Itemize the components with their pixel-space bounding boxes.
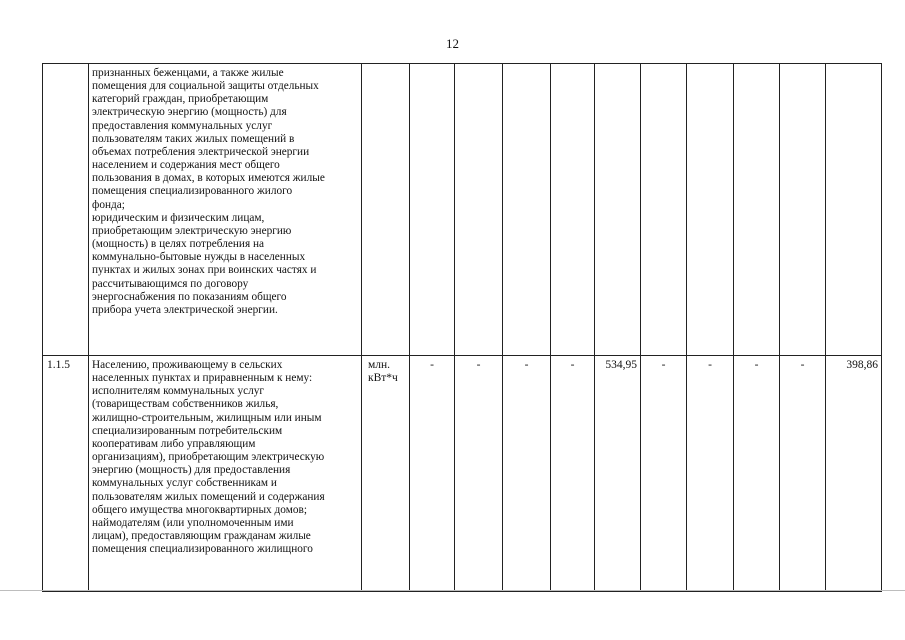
description-line: специализированным потребительским — [92, 424, 283, 437]
value-cell: 534,95 — [595, 356, 641, 592]
unit-cell — [362, 356, 410, 592]
description-line: энергоснабжения по показаниям общего — [92, 290, 287, 303]
unit-line: млн. — [368, 359, 391, 371]
description-line: кооперативам либо управляющим — [92, 437, 256, 450]
value-cell — [687, 64, 734, 356]
value-cell — [780, 64, 826, 356]
description-line: рассчитывающимся по договору — [92, 277, 249, 290]
value-cell — [503, 64, 551, 356]
value-cell: - — [410, 356, 455, 592]
value-cell — [551, 64, 595, 356]
tariff-table — [42, 63, 882, 592]
value-cell — [826, 64, 882, 356]
description-line: объемах потребления электрической энергии — [92, 145, 310, 158]
description-line: (мощность) в целях потребления на — [92, 238, 265, 251]
row-number-cell: 1.1.5 — [43, 356, 89, 592]
table-row — [43, 356, 882, 592]
description-line: пользователям таких жилых помещений в — [92, 132, 295, 145]
page-edge-rule — [0, 590, 905, 591]
description-line: пользователям жилых помещений и содержания — [92, 490, 325, 503]
description-line: жилищно-строительным, жилищным или иным — [92, 411, 322, 424]
value-cell: - — [780, 356, 826, 592]
value-cell: 398,86 — [826, 356, 882, 592]
unit-line: кВт*ч — [368, 372, 398, 385]
value-cell — [455, 64, 503, 356]
description-line: помещения специализированного жилищного — [92, 543, 313, 556]
description-line: помещения для социальной защиты отдельных — [92, 80, 319, 93]
description-line: электрическую энергию (мощность) для — [92, 106, 287, 119]
description-line: пунктах и жилых зонах при воинских частях и — [92, 264, 317, 277]
value-cell — [410, 64, 455, 356]
description-line: лицам), предоставляющим гражданам жилые — [92, 530, 311, 543]
description-line: категорий граждан, приобретающим — [92, 93, 269, 106]
description-line: энергию (мощность) для предоставления — [92, 464, 291, 477]
description-line: приобретающим электрическую энергию — [92, 224, 292, 237]
value-cell: - — [455, 356, 503, 592]
description-line: пользования в домах, в которых имеются жилые — [92, 172, 325, 185]
description-cell — [89, 356, 362, 592]
description-line: организациям), приобретающим электрическую — [92, 451, 325, 464]
value-cell — [641, 64, 687, 356]
page-number: 12 — [446, 36, 459, 51]
description-line: (товариществам собственников жилья, — [92, 398, 279, 411]
value-cell: - — [503, 356, 551, 592]
description-line: Населению, проживающему в сельских — [92, 359, 283, 371]
description-line: фонда; — [92, 198, 125, 211]
description-line: населением и содержания мест общего — [92, 159, 280, 172]
description-line: коммунальных услуг собственникам и — [92, 477, 277, 490]
description-line: прибора учета электрической энергии. — [92, 303, 278, 316]
row-number-cell — [43, 64, 89, 356]
unit-cell — [362, 64, 410, 356]
description-line: предоставления коммунальных услуг — [92, 119, 273, 132]
description-line: наймодателям (или уполномоченным ими — [92, 516, 294, 529]
value-cell — [595, 64, 641, 356]
description-line: помещения специализированного жилого — [92, 185, 293, 198]
description-line: признанных беженцами, а также жилые — [92, 67, 284, 79]
description-cell — [89, 64, 362, 356]
value-cell — [734, 64, 780, 356]
description-line: исполнителям коммунальных услуг — [92, 385, 265, 398]
value-cell: - — [551, 356, 595, 592]
description-line: коммунально-бытовые нужды в населенных — [92, 251, 306, 264]
value-cell: - — [641, 356, 687, 592]
value-cell: - — [734, 356, 780, 592]
table-row — [43, 64, 882, 356]
value-cell: - — [687, 356, 734, 592]
description-line: общего имущества многоквартирных домов; — [92, 503, 307, 516]
description-line: населенных пунктах и приравненным к нему: — [92, 372, 313, 385]
description-line: юридическим и физическим лицам, — [92, 211, 265, 224]
